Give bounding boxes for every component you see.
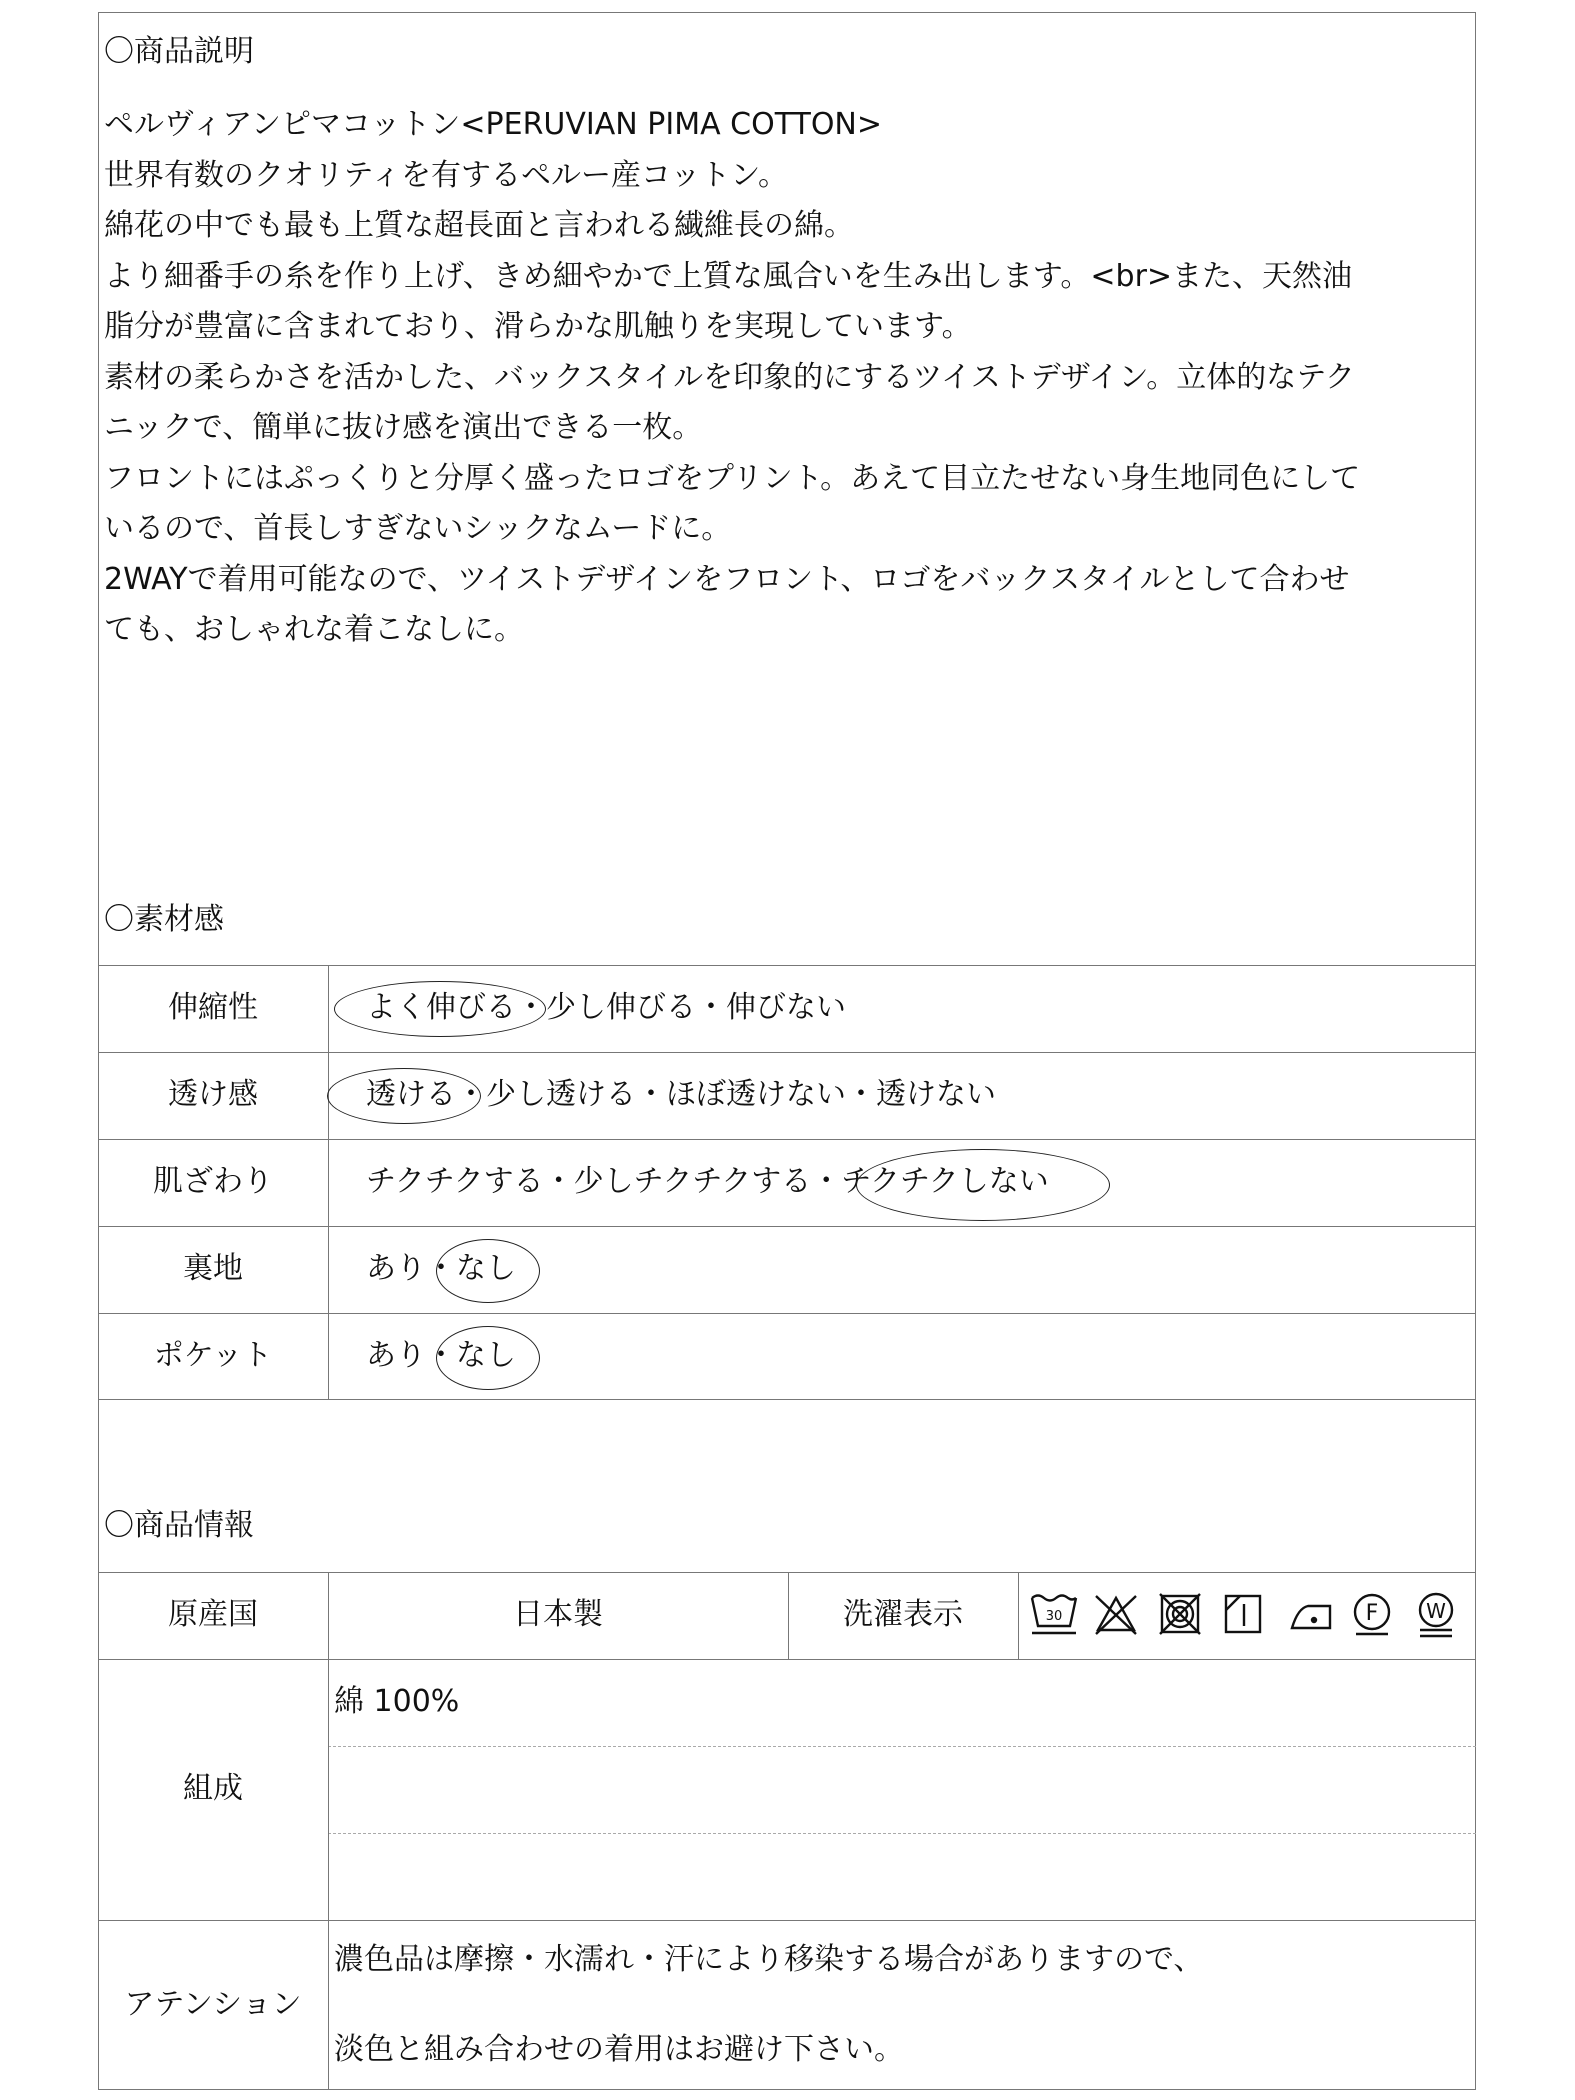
svg-text:W: W xyxy=(1426,1599,1446,1623)
description-line: ペルヴィアンピマコットン<PERUVIAN PIMA COTTON> xyxy=(104,107,883,142)
table-divider xyxy=(98,1052,1476,1053)
description-heading: 〇商品説明 xyxy=(104,34,254,69)
description-line: 2WAYで着用可能なので、ツイストデザインをフロント、ロゴをバックスタイルとして合わせ xyxy=(104,561,1350,597)
material-label-sheerness: 透け感 xyxy=(168,1077,258,1112)
care-symbols xyxy=(1030,1590,1460,1644)
attention-line: 淡色と組み合わせの着用はお避け下さい。 xyxy=(334,2032,904,2067)
table-divider xyxy=(98,965,1476,966)
material-options-lining: あり・なし xyxy=(366,1251,516,1286)
wash-30-icon xyxy=(1032,1596,1076,1634)
material-label-lining: 裏地 xyxy=(183,1251,243,1286)
table-divider xyxy=(98,1659,1476,1660)
description-line: 脂分が豊富に含まれており、滑らかな肌触りを実現しています。 xyxy=(104,309,972,344)
material-label-pocket: ポケット xyxy=(153,1338,273,1373)
selection-circle xyxy=(436,1326,540,1390)
description-line: フロントにはぷっくりと分厚く盛ったロゴをプリント。あえて目立たせない身生地同色にして xyxy=(104,460,1361,496)
material-heading: 〇素材感 xyxy=(104,902,224,937)
table-divider xyxy=(98,1920,1476,1921)
care-label: 洗濯表示 xyxy=(843,1597,963,1632)
table-divider xyxy=(98,1572,1476,1573)
description-line: ても、おしゃれな着こなしに。 xyxy=(104,612,524,647)
iron-low-icon xyxy=(1292,1606,1330,1628)
table-column-divider xyxy=(328,965,329,1399)
attention-label: アテンション xyxy=(124,1987,302,2022)
description-line: いるので、首長しすぎないシックなムードに。 xyxy=(104,511,732,546)
description-body xyxy=(104,100,1474,656)
svg-text:F: F xyxy=(1365,1601,1379,1626)
composition-label: 組成 xyxy=(183,1771,243,1806)
description-line: より細番手の糸を作り上げ、きめ細やかで上質な風合いを生み出します。<br>また、天然油 xyxy=(104,258,1353,294)
description-line: 素材の柔らかさを活かした、バックスタイルを印象的にするツイストデザイン。立体的なテク xyxy=(104,359,1355,395)
wet-clean-w-icon xyxy=(1420,1594,1452,1636)
table-divider xyxy=(98,1226,1476,1227)
composition-row-divider xyxy=(328,1833,1476,1834)
table-divider xyxy=(98,1399,1476,1400)
care-symbols-svg xyxy=(1030,1590,1460,1640)
selection-circle xyxy=(327,1068,481,1124)
no-tumble-dry-icon xyxy=(1160,1594,1200,1634)
origin-value: 日本製 xyxy=(513,1597,603,1632)
material-options-stretch: よく伸びる・少し伸びる・伸びない xyxy=(366,990,846,1025)
material-options-texture: チクチクする・少しチクチクする・チクチクしない xyxy=(366,1164,1049,1199)
material-options-sheerness: 透ける・少し透ける・ほぼ透けない・透けない xyxy=(366,1077,996,1112)
origin-label: 原産国 xyxy=(168,1597,258,1632)
table-column-divider xyxy=(1018,1572,1019,1659)
svg-text:30: 30 xyxy=(1045,1609,1063,1624)
material-options-pocket: あり・なし xyxy=(366,1338,516,1373)
material-label-texture: 肌ざわり xyxy=(153,1164,273,1199)
selection-circle xyxy=(436,1239,540,1303)
dry-clean-f-icon xyxy=(1355,1595,1389,1634)
composition-value: 綿 100% xyxy=(334,1684,460,1719)
material-label-stretch: 伸縮性 xyxy=(168,990,258,1025)
composition-row-divider xyxy=(328,1746,1476,1747)
attention-line: 濃色品は摩擦・水濡れ・汗により移染する場合がありますので、 xyxy=(334,1942,1204,1977)
table-divider xyxy=(98,1139,1476,1140)
table-column-divider xyxy=(328,1572,329,2090)
table-divider xyxy=(98,1313,1476,1314)
line-dry-shade-icon xyxy=(1226,1596,1260,1632)
info-heading: 〇商品情報 xyxy=(104,1508,254,1543)
selection-circle xyxy=(856,1149,1110,1221)
selection-circle xyxy=(334,981,546,1037)
description-line: ニックで、簡単に抜け感を演出できる一枚。 xyxy=(104,410,703,445)
no-bleach-icon xyxy=(1096,1596,1136,1634)
description-line: 綿花の中でも最も上質な超長面と言われる繊維長の綿。 xyxy=(104,208,854,243)
description-line: 世界有数のクオリティを有するペルー産コットン。 xyxy=(104,157,788,193)
